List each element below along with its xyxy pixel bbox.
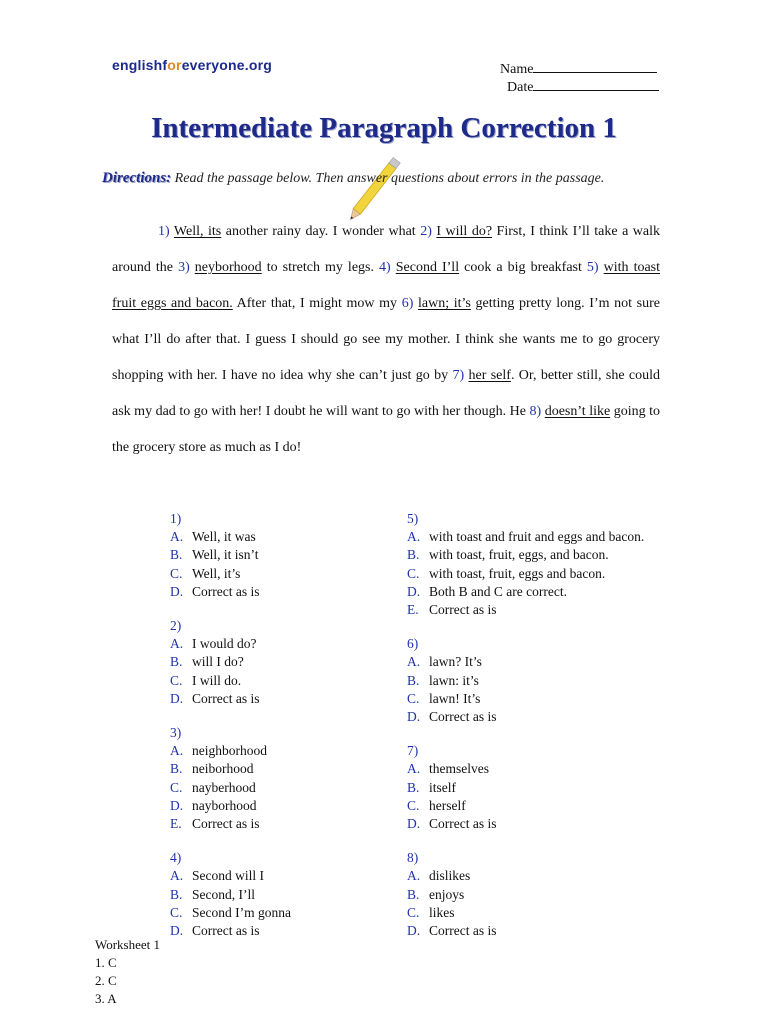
answer-option[interactable]: [170, 867, 291, 885]
option-text: itself: [429, 779, 456, 795]
option-text: Correct as is: [192, 816, 260, 832]
answer-option[interactable]: [170, 583, 291, 601]
option-text: lawn! It’s: [429, 690, 481, 706]
passage-text: going to the grocery store as much as I do!: [112, 404, 661, 455]
question-number-marker: 8): [529, 404, 542, 419]
option-text: with toast, fruit, eggs and bacon.: [429, 565, 606, 581]
answer-key-item: 1. C: [95, 955, 117, 970]
option-letter: D.: [407, 709, 421, 725]
option-letter: C.: [407, 690, 420, 706]
passage-text: to stretch my legs.: [261, 260, 380, 275]
option-text: Second I’m gonna: [192, 904, 291, 920]
directions-text: Read the passage below. Then answer questions about errors in the passage.: [174, 171, 605, 186]
option-text: I would do?: [192, 636, 257, 652]
option-text: Correct as is: [429, 816, 497, 832]
question-number: 2): [170, 618, 182, 634]
answer-key-item: 2. C: [95, 973, 117, 988]
option-letter: C.: [170, 904, 183, 920]
answer-option[interactable]: [407, 760, 644, 778]
option-text: Correct as is: [192, 923, 260, 939]
answer-key: [95, 936, 160, 1008]
option-text: Correct as is: [429, 923, 497, 939]
question-block: [170, 617, 291, 708]
answer-option[interactable]: [407, 565, 644, 583]
directions: [102, 170, 604, 187]
questions-left-column: [170, 510, 291, 956]
option-letter: D.: [170, 583, 184, 599]
option-text: with toast, fruit, eggs, and bacon.: [429, 547, 609, 563]
underlined-error-segment: Second I’ll: [395, 260, 460, 275]
option-text: Both B and C are correct.: [429, 583, 567, 599]
answer-option[interactable]: [407, 690, 644, 708]
option-text: herself: [429, 797, 466, 813]
option-letter: A.: [407, 529, 421, 545]
passage-text: cook a big breakfast: [459, 260, 587, 275]
option-text: nayberhood: [192, 779, 256, 795]
option-letter: A.: [407, 654, 421, 670]
option-text: likes: [429, 904, 455, 920]
question-block: [407, 742, 644, 833]
option-letter: C.: [407, 565, 420, 581]
option-letter: A.: [407, 761, 421, 777]
question-block: [407, 510, 644, 619]
answer-option[interactable]: [407, 904, 644, 922]
option-letter: B.: [170, 547, 183, 563]
question-number-marker: 3): [178, 260, 190, 275]
question-number: 7): [407, 743, 419, 759]
answer-option[interactable]: [407, 867, 644, 885]
underlined-error-segment: doesn’t like: [544, 404, 611, 419]
answer-option[interactable]: [170, 635, 291, 653]
question-block: [170, 724, 291, 833]
answer-option[interactable]: [170, 815, 291, 833]
option-text: Correct as is: [192, 583, 260, 599]
answer-option[interactable]: [170, 528, 291, 546]
option-letter: D.: [407, 583, 421, 599]
date-line[interactable]: [533, 78, 659, 91]
date-label: Date: [507, 80, 534, 95]
option-letter: D.: [170, 797, 184, 813]
underlined-error-segment: I will do?: [436, 224, 493, 239]
answer-option[interactable]: [407, 653, 644, 671]
passage: [112, 214, 660, 466]
passage-text: another rainy day. I wonder what: [221, 224, 421, 239]
option-letter: B.: [170, 761, 183, 777]
answer-option[interactable]: [407, 886, 644, 904]
answer-option[interactable]: [170, 760, 291, 778]
underlined-error-segment: her self: [468, 368, 511, 383]
option-letter: D.: [407, 816, 421, 832]
question-number-marker: 1): [158, 224, 170, 239]
question-number: 4): [170, 850, 182, 866]
answer-option[interactable]: [407, 601, 644, 619]
option-letter: D.: [170, 923, 184, 939]
answer-option[interactable]: [407, 528, 644, 546]
answer-option[interactable]: [407, 546, 644, 564]
answer-key-title: Worksheet 1: [95, 937, 161, 952]
option-letter: B.: [170, 654, 183, 670]
question-number: 5): [407, 511, 419, 526]
option-text: Second, I’ll: [192, 886, 255, 902]
option-text: I will do.: [192, 672, 242, 688]
question-block: [407, 849, 644, 940]
date-field[interactable]: [507, 78, 659, 96]
question-number: 6): [407, 636, 419, 652]
option-letter: A.: [170, 529, 184, 545]
answer-option[interactable]: [407, 797, 644, 815]
site-logo[interactable]: [112, 57, 272, 73]
directions-label: Directions:: [102, 170, 172, 186]
option-text: neighborhood: [192, 743, 267, 759]
answer-option[interactable]: [407, 922, 644, 940]
answer-option[interactable]: [407, 708, 644, 726]
option-letter: B.: [407, 547, 420, 563]
question-number-marker: 7): [452, 368, 465, 383]
question-block: [407, 635, 644, 726]
option-letter: B.: [407, 886, 420, 902]
option-letter: D.: [170, 690, 184, 706]
question-number: 8): [407, 850, 419, 866]
answer-option[interactable]: [170, 565, 291, 583]
answer-option[interactable]: [407, 779, 644, 797]
option-text: themselves: [429, 761, 489, 777]
question-number-marker: 4): [379, 260, 391, 275]
name-label: Name: [500, 62, 534, 77]
option-text: Second will I: [192, 868, 264, 884]
answer-key-item: 3. A: [95, 991, 117, 1006]
underlined-error-segment: neyborhood: [194, 260, 262, 275]
logo-text-part2: or: [167, 57, 182, 73]
answer-option[interactable]: [407, 672, 644, 690]
passage-paragraph: [112, 214, 660, 466]
option-text: Correct as is: [192, 690, 260, 706]
answer-option[interactable]: [407, 815, 644, 833]
question-number: 1): [170, 511, 182, 526]
option-text: Well, it was: [192, 529, 256, 545]
option-letter: C.: [170, 672, 183, 688]
option-letter: B.: [170, 886, 183, 902]
page-title: Intermediate Paragraph Correction 1: [151, 112, 617, 144]
answer-option[interactable]: [170, 886, 291, 904]
passage-text: After that, I might mow my: [232, 296, 402, 311]
answer-option[interactable]: [170, 672, 291, 690]
option-letter: A.: [170, 868, 184, 884]
answer-option[interactable]: [170, 922, 291, 940]
logo-text-part1: englishf: [112, 57, 168, 73]
option-letter: E.: [170, 816, 182, 832]
answer-option[interactable]: [170, 742, 291, 760]
question-block: [170, 510, 291, 601]
option-letter: D.: [407, 923, 421, 939]
option-text: neiborhood: [192, 761, 254, 777]
option-letter: B.: [407, 672, 420, 688]
passage-text: First, I think I’ll take a walk around the: [112, 224, 661, 275]
name-field[interactable]: [500, 60, 657, 78]
option-letter: C.: [170, 779, 183, 795]
answer-option[interactable]: [170, 690, 291, 708]
question-number-marker: 6): [401, 296, 414, 311]
option-letter: A.: [170, 743, 184, 759]
answer-option[interactable]: [407, 583, 644, 601]
answer-option[interactable]: [170, 779, 291, 797]
option-letter: C.: [407, 904, 420, 920]
passage-text: getting pretty long. I’m not sure what I’ll do after that. I guess I should go see my mother. I think she wants me to go grocery shopping with her. I have no idea why she can’t just go by: [112, 296, 660, 383]
option-text: lawn? It’s: [429, 654, 482, 670]
option-text: will I do?: [192, 654, 244, 670]
question-number-marker: 2): [420, 224, 432, 239]
option-letter: A.: [407, 868, 421, 884]
option-letter: C.: [407, 797, 420, 813]
underlined-error-segment: with toast fruit eggs and bacon.: [112, 260, 661, 311]
option-letter: A.: [170, 636, 184, 652]
question-number-marker: 5): [586, 260, 599, 275]
answer-option[interactable]: [170, 904, 291, 922]
option-text: Correct as is: [429, 602, 497, 618]
question-block: [170, 849, 291, 940]
option-letter: B.: [407, 779, 420, 795]
name-line[interactable]: [533, 60, 657, 73]
option-letter: E.: [407, 602, 419, 618]
answer-option[interactable]: [170, 546, 291, 564]
underlined-error-segment: lawn; it’s: [418, 296, 471, 311]
option-text: dislikes: [429, 868, 471, 884]
option-text: Well, it isn’t: [192, 547, 259, 563]
option-text: nayborhood: [192, 797, 257, 813]
passage-text: . Or, better still, she could ask my dad to go with her! I doubt he will want to go with her though. He: [112, 368, 661, 419]
question-number: 3): [170, 725, 182, 741]
questions-right-column: [407, 510, 644, 956]
underlined-error-segment: Well, its: [173, 224, 222, 239]
option-text: lawn: it’s: [429, 672, 479, 688]
answer-option[interactable]: [170, 653, 291, 671]
option-text: with toast and fruit and eggs and bacon.: [429, 529, 645, 545]
answer-option[interactable]: [170, 797, 291, 815]
option-text: enjoys: [429, 886, 465, 902]
option-text: Correct as is: [429, 709, 497, 725]
option-text: Well, it’s: [192, 565, 241, 581]
logo-text-part3: everyone.org: [181, 57, 273, 73]
option-letter: C.: [170, 565, 183, 581]
